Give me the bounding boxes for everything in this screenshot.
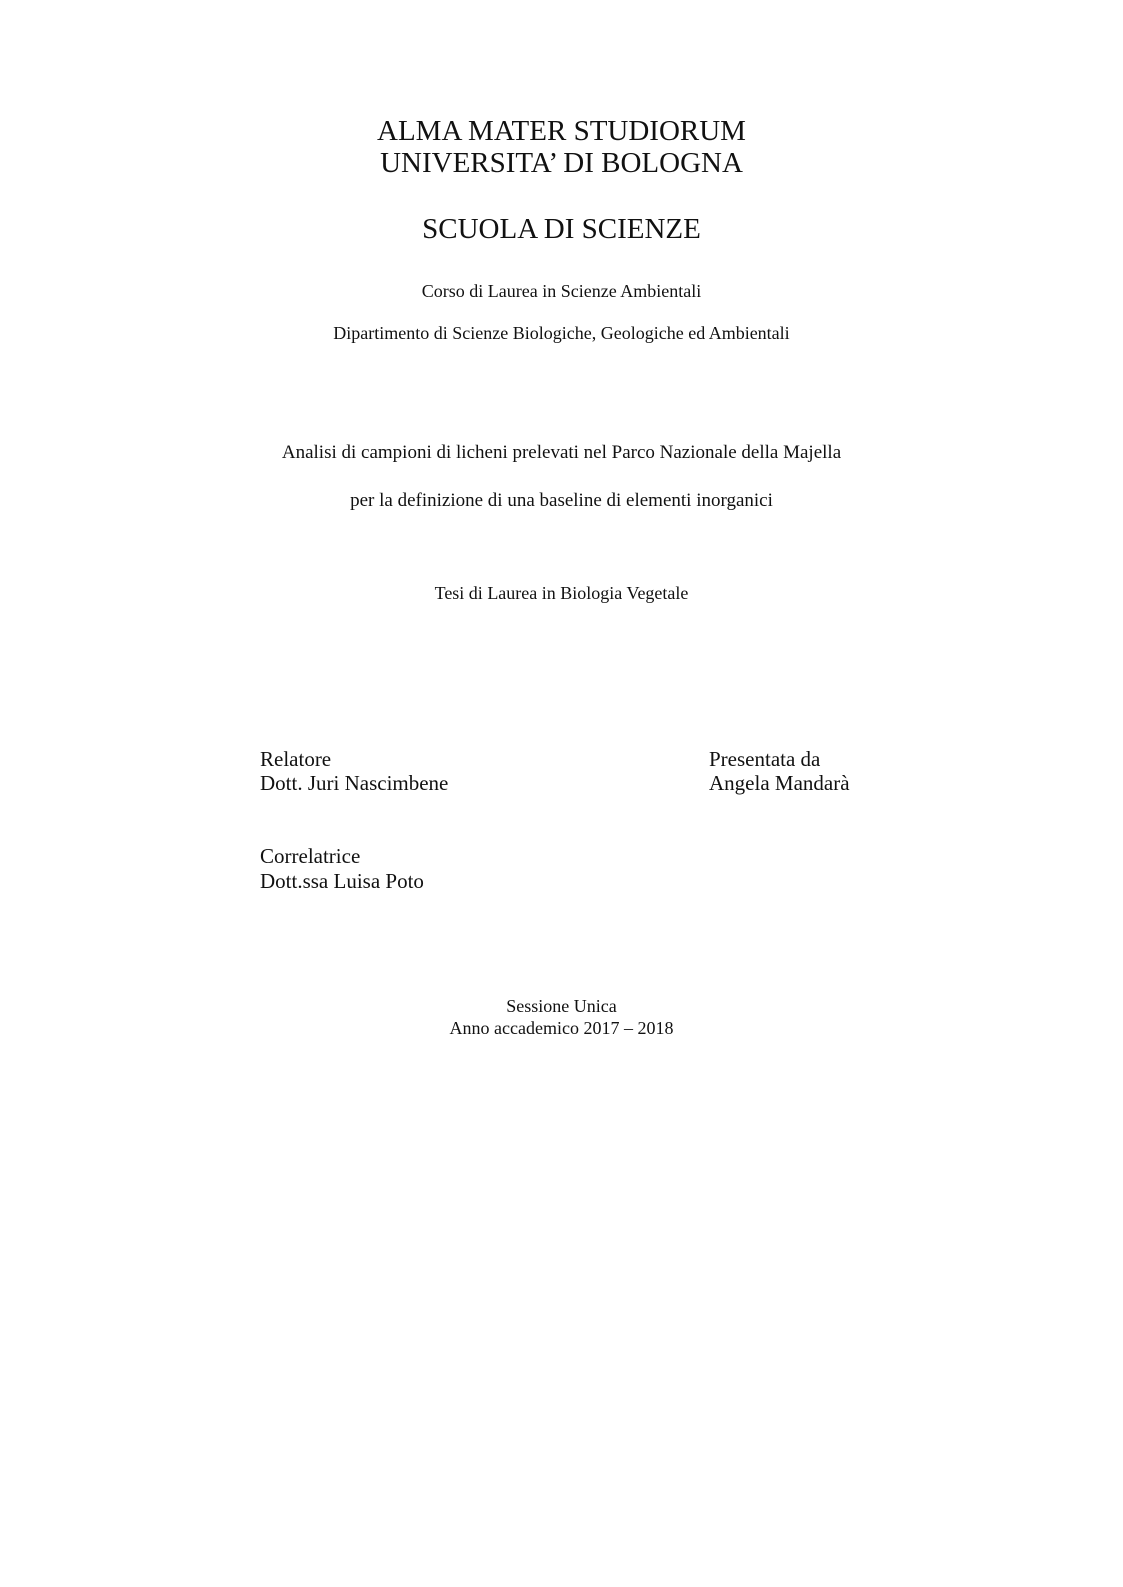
- thesis-title-line2: per la definizione di una baseline di elementi inorganici: [350, 490, 773, 511]
- department-name: Dipartimento di Scienze Biologiche, Geologiche ed Ambientali: [333, 323, 790, 343]
- course-name: Corso di Laurea in Scienze Ambientali: [421, 281, 702, 301]
- school-name: SCUOLA DI SCIENZE: [422, 213, 701, 245]
- thesis-title-line1: Analisi di campioni di licheni prelevati nel Parco Nazionale della Majella: [281, 442, 842, 463]
- cosupervisor-name: Dott.ssa Luisa Poto: [260, 869, 424, 893]
- session-label: Sessione Unica: [506, 996, 617, 1016]
- university-name-line1: ALMA MATER STUDIORUM: [377, 115, 746, 147]
- thesis-type: Tesi di Laurea in Biologia Vegetale: [434, 583, 689, 603]
- supervisor-label: Relatore: [260, 747, 332, 771]
- supervisor-name: Dott. Juri Nascimbene: [260, 771, 449, 795]
- presenter-name: Angela Mandarà: [709, 771, 850, 795]
- cosupervisor-label: Correlatrice: [260, 844, 361, 868]
- academic-year: Anno accademico 2017 – 2018: [449, 1018, 674, 1038]
- presenter-label: Presentata da: [709, 747, 821, 771]
- university-name-line2: UNIVERSITA’ DI BOLOGNA: [380, 147, 743, 179]
